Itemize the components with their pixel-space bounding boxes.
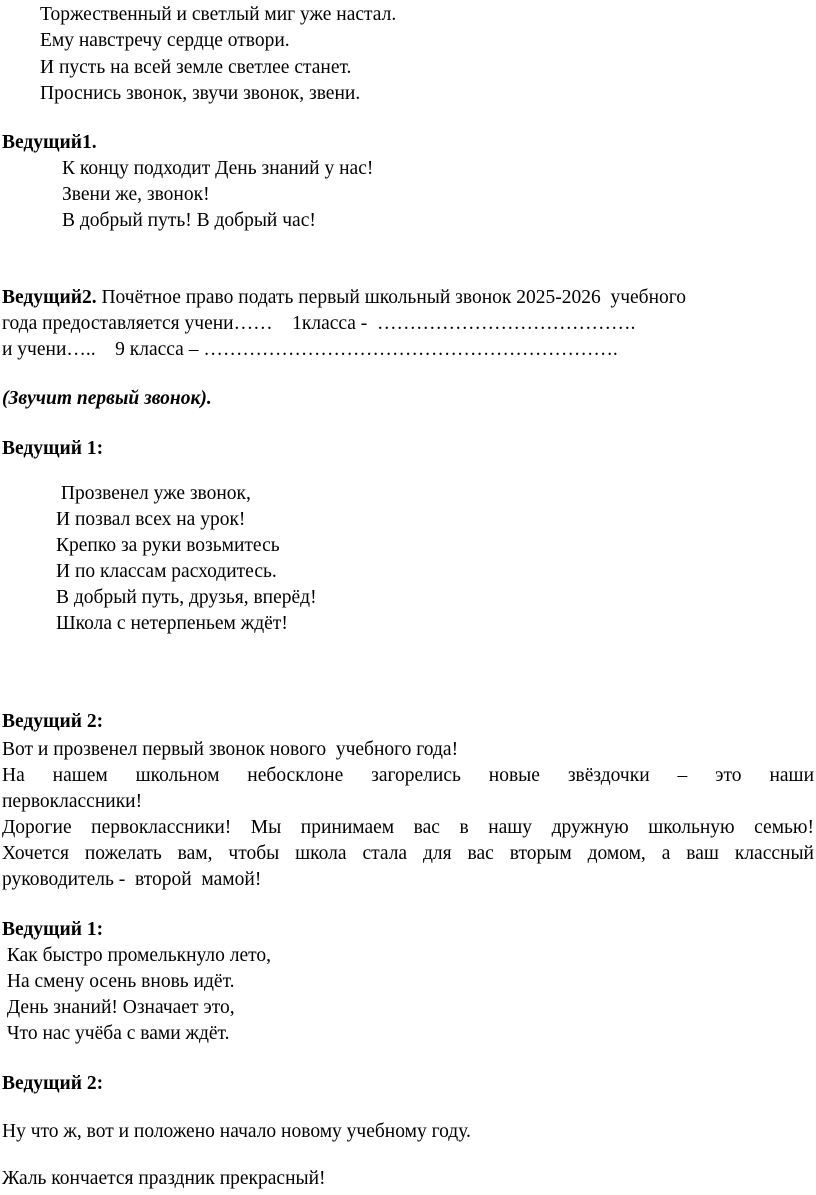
verse-line: Крепко за руки возьмитесь [56,535,280,556]
verse-line: К концу подходит День знаний у нас! [62,158,374,179]
stage-direction: (Звучит первый звонок). [2,388,212,409]
verse-line: На смену осень вновь идёт. [2,971,235,992]
speaker-heading: Ведущий1. [2,132,97,153]
verse-line: День знаний! Означает это, [2,997,235,1018]
verse-line: И позвал всех на урок! [56,509,246,530]
speaker-heading: Ведущий 1: [2,438,104,459]
verse-line: В добрый путь, друзья, вперёд! [56,587,317,608]
speaker-heading: Ведущий 2: [2,1073,104,1094]
verse-line: Школа с нетерпеньем ждёт! [56,613,288,634]
paragraph-line: Жаль кончается праздник прекрасный! [2,1168,326,1189]
paragraph-line [2,285,686,311]
paragraph-line: Дорогие первоклассники! Мы принимаем вас в нашу дружную школьную семью! [2,817,814,838]
verse-line: Торжественный и светлый миг уже настал. [40,4,397,25]
paragraph-line: На нашем школьном небосклоне загорелись новые звёздочки – это наши [2,765,814,786]
paragraph-line: Ну что ж, вот и положено начало новому учебному году. [2,1121,471,1142]
verse-line: И пусть на всей земле светлее станет. [40,57,352,78]
paragraph-line: и учени….. 9 класса – ………………………………………………………. [2,339,618,360]
paragraph-line: первоклассники! [2,791,143,812]
speaker-heading: Ведущий 2: [2,711,104,732]
paragraph-line: Вот и прозвенел первый звонок нового учебного года! [2,739,459,760]
paragraph-line: года предоставляется учени…… 1класса - …………………………………. [2,313,636,334]
paragraph-line: Хочется пожелать вам, чтобы школа стала для вас вторым домом, а ваш классный [2,843,814,864]
speaker-heading: Ведущий 1: [2,919,104,940]
verse-line: Прозвенел уже звонок, [56,483,251,504]
speaker-heading: Ведущий2. [2,287,97,308]
paragraph-line: руководитель - второй мамой! [2,869,262,890]
verse-line: Как быстро промелькнуло лето, [2,945,272,966]
verse-line: И по классам расходитесь. [56,561,277,582]
verse-line: Ему навстречу сердце отвори. [40,30,290,51]
verse-line: Что нас учёба с вами ждёт. [2,1023,230,1044]
verse-line: Проснись звонок, звучи звонок, звени. [40,83,361,104]
paragraph-text: Почётное право подать первый школьный звонок 2025-2026 учебного [96,287,687,308]
verse-line: В добрый путь! В добрый час! [62,210,316,231]
verse-line: Звени же, звонок! [62,184,210,205]
